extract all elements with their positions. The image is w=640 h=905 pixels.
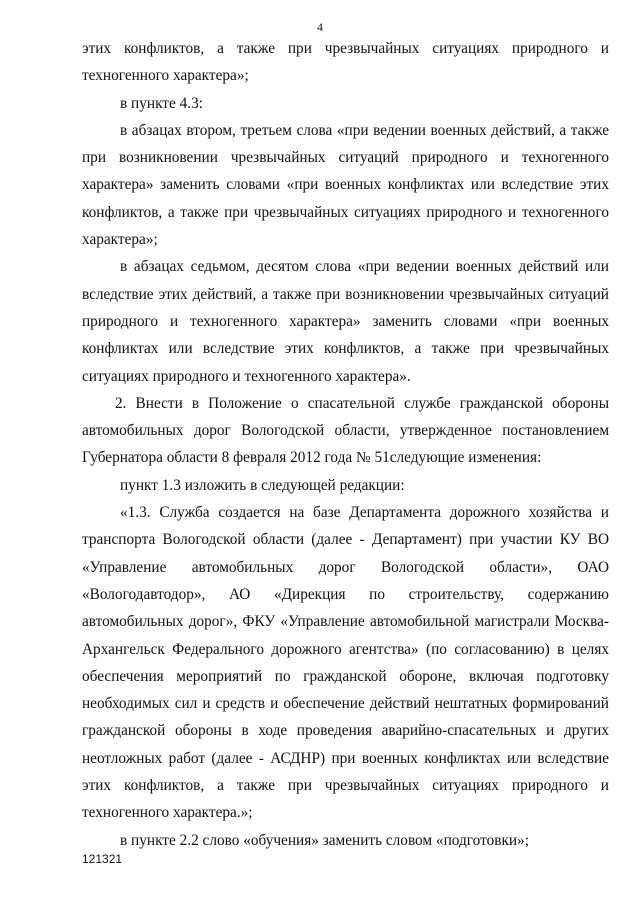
paragraph-7: «1.3. Служба создается на базе Департамента дорожного хозяйства и транспорта Вологодской области (далее - Департамент) при участии КУ ВО «Управление автомобильных дорог Вологодской области», ОАО «Вологодавтодор», АО «Дирекция по строительству, содержанию автомобильных дорог», ФКУ «Управление автомобильной магистрали Москва-Архангельск Федерального дорожного агентства» (по согласованию) в целях обеспечения мероприятий по гражданской обороне, включая подготовку необходимых сил и средств и обеспечение действий нештатных формирований гражданской обороны в ходе проведения аварийно-спасательных и других неотложных работ (далее - АСДНР) при военных конфликтах или вследствие этих конфликтов, а также при чрезвычайных ситуациях природного и техногенного характера.»; — [82, 504, 609, 822]
document-body — [82, 35, 609, 854]
paragraph-2: в пункте 4.3: — [120, 94, 203, 112]
paragraph-3: в абзацах втором, третьем слова «при ведении военных действий, а также при возникновении чрезвычайных ситуаций природного и техногенного характера» заменить словами «при военных конфликтах или вследствие этих конфликтов, а также при чрезвычайных ситуациях природного и техногенного характера»; — [82, 121, 609, 249]
paragraph-8: в пункте 2.2 слово «обучения» заменить словом «подготовки»; — [120, 831, 529, 849]
paragraph-4: в абзацах седьмом, десятом слова «при ведении военных действий или вследствие этих действий, а также при возникновении чрезвычайных ситуаций природного и техногенного характера» заменить словами «при военных конфликтах или вследствие этих конфликтов, а также при чрезвычайных ситуациях природного и техногенного характера». — [82, 258, 609, 385]
paragraph-6: пункт 1.3 изложить в следующей редакции: — [120, 476, 405, 494]
document-code: 121321 — [82, 852, 123, 866]
paragraph-5: 2. Внести в Положение о спасательной службе гражданской обороны автомобильных дорог Вологодской области, утвержденное постановлением Губернатора области 8 февраля 2012 года № 51следующие изменения: — [82, 394, 609, 467]
paragraph-1: этих конфликтов, а также при чрезвычайных ситуациях природного и техногенного характера»; — [82, 40, 609, 85]
page-number: 4 — [317, 20, 323, 34]
